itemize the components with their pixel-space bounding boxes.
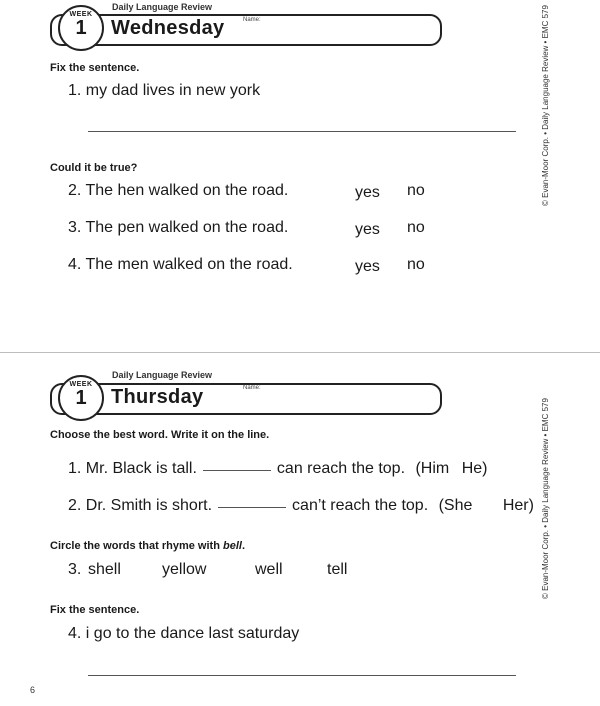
- rhyme-word[interactable]: tell: [327, 561, 348, 578]
- sentence-start: 1. Mr. Black is tall.: [68, 460, 197, 477]
- no-option[interactable]: no: [407, 219, 425, 236]
- word-option[interactable]: (She: [438, 497, 473, 514]
- week-badge: [58, 5, 104, 51]
- yes-option[interactable]: yes: [355, 258, 380, 275]
- header-label: Daily Language Review: [112, 2, 213, 12]
- yes-option[interactable]: yes: [355, 221, 380, 238]
- week-label: WEEK: [69, 381, 93, 388]
- rhyme-word[interactable]: well: [255, 561, 283, 578]
- rhyme-word[interactable]: yellow: [162, 561, 207, 578]
- no-option[interactable]: no: [407, 256, 425, 273]
- fix-instruction: Fix the sentence.: [50, 62, 140, 74]
- choose-sentence: [68, 460, 487, 478]
- week-label: WEEK: [69, 11, 93, 18]
- sentence-end: can’t reach the top.: [292, 497, 429, 514]
- rhyme-number: 3.: [68, 561, 82, 578]
- word-option[interactable]: (Him: [415, 460, 450, 477]
- word-option[interactable]: He): [461, 460, 488, 477]
- name-label: Name:: [243, 17, 261, 23]
- rhyme-instruction-text: Circle the words that rhyme with: [50, 540, 223, 552]
- rhyme-word[interactable]: shell: [88, 561, 121, 578]
- header-label: Daily Language Review: [112, 370, 213, 380]
- day-title: Thursday: [111, 386, 204, 408]
- no-option[interactable]: no: [407, 182, 425, 199]
- copyright-text: © Evan-Moor Corp. • Daily Language Review • EMC 579: [541, 5, 550, 206]
- question-text: 2. The hen walked on the road.: [68, 182, 289, 199]
- answer-line[interactable]: [88, 131, 516, 132]
- answer-line[interactable]: [88, 675, 516, 676]
- question-text: 4. The men walked on the road.: [68, 256, 293, 273]
- fix-instruction: Fix the sentence.: [50, 604, 140, 616]
- thursday-page: [0, 353, 600, 706]
- wednesday-page: [0, 0, 600, 352]
- fill-in-blank[interactable]: [218, 507, 286, 508]
- fix-sentence: 4. i go to the dance last saturday: [68, 625, 300, 642]
- copyright-text: © Evan-Moor Corp. • Daily Language Review • EMC 579: [541, 398, 550, 599]
- sentence-start: 2. Dr. Smith is short.: [68, 497, 213, 514]
- choose-sentence: [68, 497, 534, 515]
- week-number: 1: [75, 387, 87, 409]
- page-number: 6: [30, 685, 36, 695]
- fix-sentence: 1. my dad lives in new york: [68, 82, 261, 99]
- choose-instruction: Choose the best word. Write it on the line.: [50, 429, 270, 441]
- day-title: Wednesday: [111, 17, 225, 39]
- rhyme-target-word: bell: [222, 540, 242, 552]
- fill-in-blank[interactable]: [203, 470, 271, 471]
- rhyme-instruction: [50, 540, 245, 552]
- week-number: 1: [75, 17, 87, 39]
- word-option[interactable]: Her): [502, 497, 534, 514]
- true-instruction: Could it be true?: [50, 162, 138, 174]
- yes-option[interactable]: yes: [355, 184, 380, 201]
- question-text: 3. The pen walked on the road.: [68, 219, 289, 236]
- sentence-end: can reach the top.: [276, 460, 406, 477]
- week-badge: [58, 375, 104, 421]
- name-label: Name:: [243, 385, 261, 391]
- rhyme-instruction-end: .: [241, 540, 245, 552]
